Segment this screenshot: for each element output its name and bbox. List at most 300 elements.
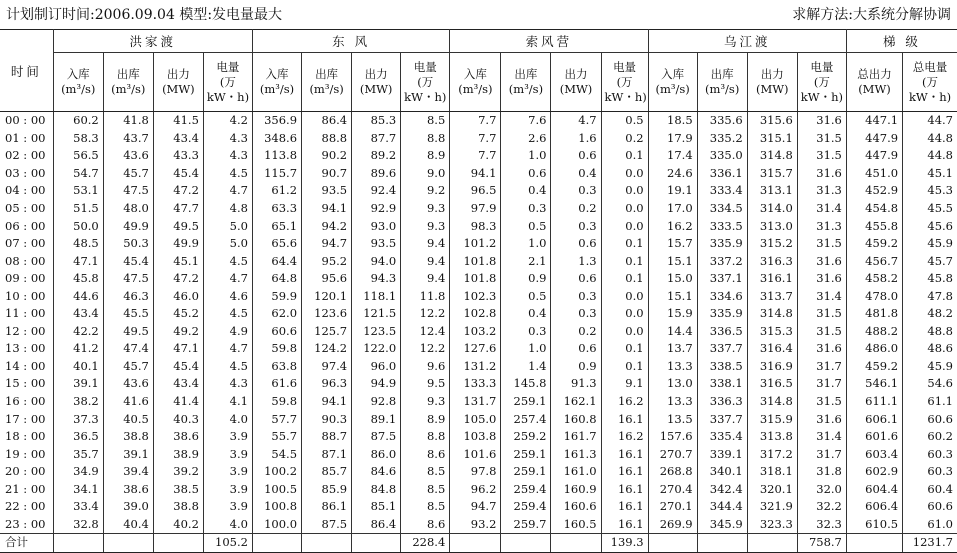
table-cell: 478.0 [846, 287, 902, 305]
table-cell: 0.2 [601, 130, 648, 148]
total-cell [648, 534, 697, 553]
suofengying-outflow-header [501, 53, 551, 112]
table-cell: 11.8 [401, 287, 450, 305]
hongjiadu-outflow-header-line: (m³/s) [111, 82, 146, 96]
dongfeng-energy-header-line: (万 [417, 74, 434, 89]
table-cell: 339.1 [697, 445, 747, 463]
table-cell: 65.1 [252, 217, 301, 235]
table-row [0, 498, 957, 516]
table-cell: 38.6 [153, 428, 203, 446]
table-cell: 0.0 [601, 323, 648, 341]
suofengying-output-header-line: 出力 [564, 67, 588, 81]
table-cell: 100.5 [252, 480, 301, 498]
hongjiadu-inflow-header-line: (m³/s) [61, 82, 96, 96]
table-cell: 1.0 [501, 235, 551, 253]
table-cell: 0.4 [501, 182, 551, 200]
table-cell: 456.7 [846, 252, 902, 270]
table-cell: 13.5 [648, 410, 697, 428]
row-time: 23 : 00 [0, 516, 53, 534]
table-cell: 486.0 [846, 340, 902, 358]
table-cell: 44.7 [903, 112, 957, 130]
table-cell: 9.3 [401, 217, 450, 235]
table-cell: 58.3 [53, 130, 103, 148]
table-cell: 345.9 [697, 516, 747, 534]
table-cell: 49.2 [153, 323, 203, 341]
table-cell: 447.9 [846, 130, 902, 148]
table-row [0, 375, 957, 393]
table-cell: 16.1 [601, 516, 648, 534]
dongfeng-outflow-header-line: (m³/s) [309, 82, 344, 96]
table-cell: 96.2 [450, 480, 501, 498]
total-cell: 139.3 [601, 534, 648, 553]
table-cell: 9.4 [401, 252, 450, 270]
table-cell: 90.2 [302, 147, 352, 165]
table-row [0, 463, 957, 481]
table-cell: 18.5 [648, 112, 697, 130]
table-cell: 24.6 [648, 165, 697, 183]
table-cell: 1.0 [501, 340, 551, 358]
wujiangdu-energy-header-line: (万 [813, 74, 830, 89]
wujiangdu-energy-header-line: 电量 [810, 59, 834, 74]
total-cell [747, 534, 797, 553]
row-time: 22 : 00 [0, 498, 53, 516]
table-cell: 610.5 [846, 516, 902, 534]
table-cell: 124.2 [302, 340, 352, 358]
table-cell: 16.1 [601, 480, 648, 498]
table-cell: 315.7 [747, 165, 797, 183]
table-cell: 85.9 [302, 480, 352, 498]
table-cell: 19.1 [648, 182, 697, 200]
table-cell: 94.0 [352, 252, 401, 270]
dongfeng-inflow-header [252, 53, 301, 112]
table-cell: 9.1 [601, 375, 648, 393]
table-cell: 602.9 [846, 463, 902, 481]
table-cell: 270.1 [648, 498, 697, 516]
table-cell: 316.5 [747, 375, 797, 393]
table-cell: 101.6 [450, 445, 501, 463]
table-cell: 45.7 [103, 358, 153, 376]
table-cell: 0.3 [551, 182, 601, 200]
table-cell: 48.6 [903, 340, 957, 358]
table-cell: 9.2 [401, 182, 450, 200]
table-cell: 14.4 [648, 323, 697, 341]
table-cell: 40.1 [53, 358, 103, 376]
table-cell: 31.6 [797, 270, 846, 288]
table-cell: 0.1 [601, 270, 648, 288]
table-cell: 92.8 [352, 393, 401, 411]
total-cell: 105.2 [203, 534, 252, 553]
table-cell: 125.7 [302, 323, 352, 341]
table-cell: 4.5 [203, 358, 252, 376]
table-cell: 15.9 [648, 305, 697, 323]
table-cell: 47.5 [103, 270, 153, 288]
table-cell: 611.1 [846, 393, 902, 411]
row-time: 12 : 00 [0, 323, 53, 341]
table-row [0, 480, 957, 498]
table-cell: 91.3 [551, 375, 601, 393]
row-time: 19 : 00 [0, 445, 53, 463]
table-cell: 0.1 [601, 340, 648, 358]
table-cell: 122.0 [352, 340, 401, 358]
dongfeng-inflow-header-line: (m³/s) [259, 82, 295, 96]
table-cell: 43.3 [153, 147, 203, 165]
table-cell: 0.3 [551, 217, 601, 235]
table-cell: 9.3 [401, 393, 450, 411]
table-cell: 101.8 [450, 270, 501, 288]
table-cell: 60.6 [903, 498, 957, 516]
schedule-table [0, 29, 957, 553]
table-cell: 41.6 [103, 393, 153, 411]
table-cell: 47.5 [103, 182, 153, 200]
table-cell: 84.8 [352, 480, 401, 498]
table-cell: 43.6 [103, 147, 153, 165]
table-cell: 15.7 [648, 235, 697, 253]
table-cell: 0.6 [551, 235, 601, 253]
table-cell: 89.6 [352, 165, 401, 183]
table-cell: 50.3 [103, 235, 153, 253]
table-row [0, 130, 957, 148]
row-time: 13 : 00 [0, 340, 53, 358]
table-cell: 8.9 [401, 410, 450, 428]
table-cell: 269.9 [648, 516, 697, 534]
table-cell: 46.0 [153, 287, 203, 305]
table-cell: 4.5 [203, 305, 252, 323]
table-cell: 459.2 [846, 235, 902, 253]
table-cell: 61.1 [903, 393, 957, 411]
table-cell: 45.4 [153, 358, 203, 376]
table-cell: 123.6 [302, 305, 352, 323]
table-cell: 49.9 [153, 235, 203, 253]
table-cell: 47.2 [153, 182, 203, 200]
table-cell: 43.7 [103, 130, 153, 148]
table-cell: 98.3 [450, 217, 501, 235]
table-cell: 32.3 [797, 516, 846, 534]
table-cell: 118.1 [352, 287, 401, 305]
table-cell: 161.7 [551, 428, 601, 446]
table-cell: 100.8 [252, 498, 301, 516]
hongjiadu-output-header-line: (MW) [162, 82, 195, 96]
table-cell: 94.1 [302, 200, 352, 218]
table-cell: 131.7 [450, 393, 501, 411]
table-cell: 447.9 [846, 147, 902, 165]
wujiangdu-inflow-header-line: 入库 [661, 67, 685, 81]
table-cell: 56.5 [53, 147, 103, 165]
table-cell: 447.1 [846, 112, 902, 130]
table-cell: 15.1 [648, 252, 697, 270]
table-cell: 316.3 [747, 252, 797, 270]
table-cell: 0.1 [601, 252, 648, 270]
table-cell: 31.5 [797, 393, 846, 411]
table-cell: 45.8 [903, 270, 957, 288]
table-cell: 103.8 [450, 428, 501, 446]
table-cell: 603.4 [846, 445, 902, 463]
table-row [0, 410, 957, 428]
table-cell: 60.4 [903, 480, 957, 498]
report-header [6, 4, 951, 26]
table-cell: 105.0 [450, 410, 501, 428]
table-cell: 4.9 [203, 323, 252, 341]
table-cell: 87.5 [352, 428, 401, 446]
table-cell: 455.8 [846, 217, 902, 235]
table-cell: 13.3 [648, 358, 697, 376]
table-cell: 0.3 [551, 305, 601, 323]
total-label: 合计 [0, 534, 53, 553]
table-cell: 127.6 [450, 340, 501, 358]
table-row [0, 323, 957, 341]
total-cell: 1231.7 [903, 534, 957, 553]
table-cell: 41.4 [153, 393, 203, 411]
table-row [0, 217, 957, 235]
table-cell: 340.1 [697, 463, 747, 481]
row-time: 18 : 00 [0, 428, 53, 446]
row-time: 03 : 00 [0, 165, 53, 183]
table-cell: 61.0 [903, 516, 957, 534]
table-cell: 1.6 [551, 130, 601, 148]
table-row [0, 428, 957, 446]
table-cell: 316.9 [747, 358, 797, 376]
table-cell: 333.5 [697, 217, 747, 235]
table-cell: 93.2 [450, 516, 501, 534]
table-cell: 61.6 [252, 375, 301, 393]
table-cell: 160.9 [551, 480, 601, 498]
table-cell: 0.0 [601, 217, 648, 235]
table-cell: 5.0 [203, 217, 252, 235]
table-cell: 5.0 [203, 235, 252, 253]
table-cell: 333.4 [697, 182, 747, 200]
table-cell: 64.8 [252, 270, 301, 288]
table-cell: 31.4 [797, 200, 846, 218]
table-cell: 12.2 [401, 305, 450, 323]
hongjiadu-outflow-header-line: 出库 [116, 67, 140, 81]
table-cell: 51.5 [53, 200, 103, 218]
table-cell: 0.0 [601, 182, 648, 200]
table-cell: 45.5 [103, 305, 153, 323]
table-cell: 3.9 [203, 428, 252, 446]
table-row [0, 516, 957, 534]
table-cell: 38.8 [153, 498, 203, 516]
table-cell: 115.7 [252, 165, 301, 183]
dongfeng-output-header-line: 出力 [364, 67, 388, 81]
table-cell: 113.8 [252, 147, 301, 165]
table-cell: 160.8 [551, 410, 601, 428]
table-cell: 38.2 [53, 393, 103, 411]
table-cell: 55.7 [252, 428, 301, 446]
table-cell: 39.4 [103, 463, 153, 481]
table-cell: 59.8 [252, 340, 301, 358]
hongjiadu-inflow-header-line: 入库 [66, 67, 90, 81]
table-cell: 313.0 [747, 217, 797, 235]
table-cell: 4.5 [203, 165, 252, 183]
table-cell: 41.2 [53, 340, 103, 358]
table-cell: 31.6 [797, 252, 846, 270]
table-cell: 268.8 [648, 463, 697, 481]
table-cell: 0.6 [551, 147, 601, 165]
table-cell: 45.6 [903, 217, 957, 235]
total-cell [352, 534, 401, 553]
table-cell: 313.7 [747, 287, 797, 305]
table-cell: 4.2 [203, 112, 252, 130]
table-cell: 34.9 [53, 463, 103, 481]
table-row [0, 252, 957, 270]
suofengying-inflow-header [450, 53, 501, 112]
wujiangdu-energy-header [797, 53, 846, 112]
table-cell: 342.4 [697, 480, 747, 498]
table-cell: 8.5 [401, 463, 450, 481]
total-cell [53, 534, 103, 553]
table-cell: 84.6 [352, 463, 401, 481]
table-cell: 16.2 [601, 393, 648, 411]
total-cell [450, 534, 501, 553]
table-cell: 16.2 [648, 217, 697, 235]
table-cell: 45.5 [903, 200, 957, 218]
row-time: 08 : 00 [0, 252, 53, 270]
table-cell: 315.9 [747, 410, 797, 428]
table-cell: 16.1 [601, 410, 648, 428]
suofengying-output-header [551, 53, 601, 112]
total-cell [846, 534, 902, 553]
table-cell: 488.2 [846, 323, 902, 341]
table-cell: 57.7 [252, 410, 301, 428]
wujiangdu-output-header-line: (MW) [755, 82, 789, 96]
table-cell: 45.4 [103, 252, 153, 270]
table-cell: 32.2 [797, 498, 846, 516]
table-cell: 90.7 [302, 165, 352, 183]
table-cell: 94.7 [450, 498, 501, 516]
table-cell: 49.5 [103, 323, 153, 341]
table-cell: 335.9 [697, 305, 747, 323]
table-cell: 4.7 [551, 112, 601, 130]
table-cell: 0.3 [551, 287, 601, 305]
table-cell: 259.7 [501, 516, 551, 534]
table-cell: 49.5 [153, 217, 203, 235]
total-cell [302, 534, 352, 553]
table-cell: 0.2 [551, 323, 601, 341]
table-cell: 335.6 [697, 112, 747, 130]
table-cell: 93.5 [302, 182, 352, 200]
table-cell: 45.1 [903, 165, 957, 183]
table-cell: 606.1 [846, 410, 902, 428]
sub-header-row [0, 53, 957, 112]
table-cell: 337.7 [697, 340, 747, 358]
row-time: 10 : 00 [0, 287, 53, 305]
hongjiadu-inflow-header [53, 53, 103, 112]
table-cell: 4.7 [203, 340, 252, 358]
table-cell: 3.9 [203, 498, 252, 516]
table-cell: 344.4 [697, 498, 747, 516]
table-cell: 47.2 [153, 270, 203, 288]
table-cell: 0.1 [601, 147, 648, 165]
table-cell: 41.5 [153, 112, 203, 130]
dongfeng-outflow-header-line: 出库 [315, 67, 339, 81]
total-row [0, 534, 957, 553]
table-cell: 315.3 [747, 323, 797, 341]
table-cell: 8.6 [401, 445, 450, 463]
table-cell: 323.3 [747, 516, 797, 534]
row-time: 21 : 00 [0, 480, 53, 498]
table-cell: 31.5 [797, 130, 846, 148]
table-cell: 315.1 [747, 130, 797, 148]
table-cell: 92.4 [352, 182, 401, 200]
table-cell: 451.0 [846, 165, 902, 183]
row-time: 01 : 00 [0, 130, 53, 148]
table-cell: 40.3 [153, 410, 203, 428]
table-cell: 337.2 [697, 252, 747, 270]
cascade-output-header-line: (MW) [858, 82, 891, 96]
table-cell: 86.1 [302, 498, 352, 516]
table-cell: 86.0 [352, 445, 401, 463]
table-cell: 0.3 [501, 200, 551, 218]
table-row [0, 112, 957, 130]
table-cell: 31.6 [797, 112, 846, 130]
dongfeng-energy-header-line: 电量 [413, 59, 437, 74]
table-row [0, 147, 957, 165]
cascade-output-header [846, 53, 902, 112]
table-cell: 65.6 [252, 235, 301, 253]
table-cell: 458.2 [846, 270, 902, 288]
row-time: 07 : 00 [0, 235, 53, 253]
table-cell: 93.0 [352, 217, 401, 235]
table-cell: 94.1 [450, 165, 501, 183]
table-cell: 9.5 [401, 375, 450, 393]
hongjiadu-energy-header-line: 电量 [216, 59, 240, 74]
table-cell: 85.7 [302, 463, 352, 481]
table-cell: 336.3 [697, 393, 747, 411]
table-cell: 4.7 [203, 270, 252, 288]
table-cell: 94.7 [302, 235, 352, 253]
table-cell: 1.4 [501, 358, 551, 376]
table-cell: 63.8 [252, 358, 301, 376]
table-cell: 337.1 [697, 270, 747, 288]
table-cell: 8.6 [401, 516, 450, 534]
table-cell: 314.8 [747, 147, 797, 165]
table-cell: 97.8 [450, 463, 501, 481]
suofengying-inflow-header-line: 入库 [463, 67, 487, 81]
row-time: 16 : 00 [0, 393, 53, 411]
table-cell: 348.6 [252, 130, 301, 148]
table-row [0, 165, 957, 183]
table-cell: 9.6 [401, 358, 450, 376]
table-cell: 601.6 [846, 428, 902, 446]
suofengying-energy-header-line: 电量 [613, 59, 637, 74]
table-cell: 259.4 [501, 498, 551, 516]
table-cell: 39.2 [153, 463, 203, 481]
table-cell: 481.8 [846, 305, 902, 323]
solve-method: 求解方法:大系统分解协调 [792, 7, 951, 23]
cascade-energy-header-line: 总电量 [912, 59, 948, 74]
table-cell: 356.9 [252, 112, 301, 130]
table-cell: 103.2 [450, 323, 501, 341]
table-cell: 31.6 [797, 340, 846, 358]
table-cell: 259.1 [501, 463, 551, 481]
table-cell: 94.3 [352, 270, 401, 288]
table-cell: 43.4 [153, 375, 203, 393]
table-cell: 47.8 [903, 287, 957, 305]
row-time: 04 : 00 [0, 182, 53, 200]
table-cell: 3.9 [203, 463, 252, 481]
table-cell: 60.6 [903, 410, 957, 428]
table-cell: 54.7 [53, 165, 103, 183]
table-cell: 9.0 [401, 165, 450, 183]
table-cell: 133.3 [450, 375, 501, 393]
table-cell: 31.5 [797, 235, 846, 253]
table-cell: 47.1 [153, 340, 203, 358]
suofengying-output-header-line: (MW) [559, 82, 593, 96]
table-cell: 31.8 [797, 463, 846, 481]
table-cell: 0.1 [601, 235, 648, 253]
table-cell: 34.1 [53, 480, 103, 498]
table-cell: 335.0 [697, 147, 747, 165]
table-cell: 0.4 [501, 305, 551, 323]
